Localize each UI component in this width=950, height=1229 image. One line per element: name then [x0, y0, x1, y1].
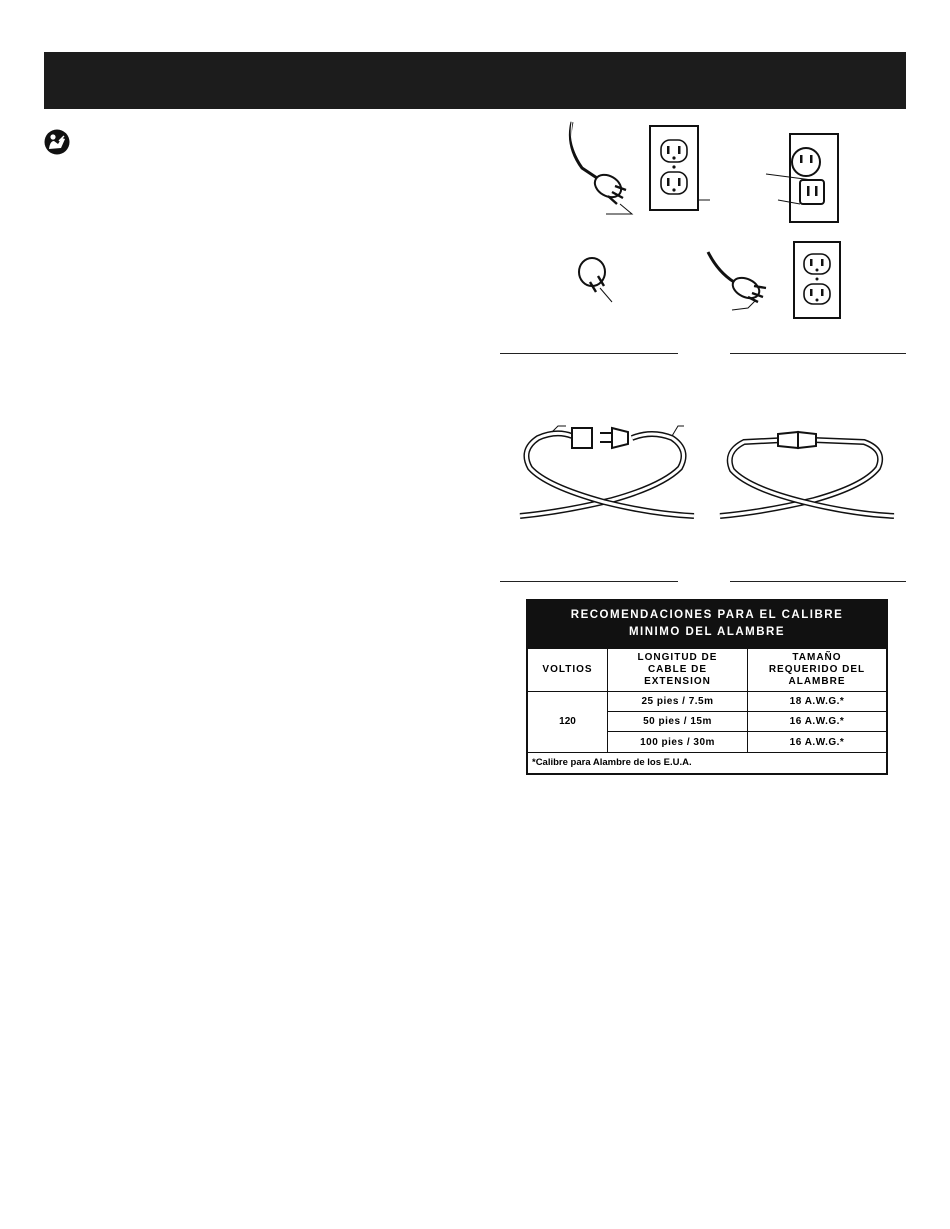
wire-gauge-table [526, 599, 888, 775]
wire-size-cell: 18 A.W.G.* [748, 692, 887, 712]
header-cord-length: LONGITUD DE CABLE DE EXTENSION [608, 648, 748, 692]
volts-value: 120 [528, 692, 608, 753]
plug-outlet-figure [700, 238, 850, 323]
figure-rule [500, 353, 678, 354]
adapter-outlet-figure [760, 130, 850, 230]
wire-size-cell: 16 A.W.G.* [748, 732, 887, 752]
table-row [528, 692, 887, 712]
wire-size-cell: 16 A.W.G.* [748, 712, 887, 732]
table-title: RECOMENDACIONES PARA EL CALIBRE MINIMO DEL ALAMBRE [528, 601, 887, 649]
adapter-plug-figure [570, 248, 630, 308]
cord-knot-connected-figure [714, 428, 900, 532]
figure-rule [730, 581, 906, 582]
header-volts: VOLTIOS [528, 648, 608, 692]
cord-knot-disconnected-figure [512, 420, 698, 532]
cord-length-cell: 25 pies / 7.5m [608, 692, 748, 712]
section-header-bar [44, 52, 906, 109]
header-wire-size: TAMAÑO REQUERIDO DEL ALAMBRE [748, 648, 887, 692]
cord-length-cell: 50 pies / 15m [608, 712, 748, 732]
cord-length-cell: 100 pies / 30m [608, 732, 748, 752]
table-footnote: *Calibre para Alambre de los E.U.A. [528, 752, 887, 773]
read-manual-icon [44, 129, 70, 155]
grounded-plug-figure [560, 118, 710, 228]
figure-rule [730, 353, 906, 354]
figure-rule [500, 581, 678, 582]
